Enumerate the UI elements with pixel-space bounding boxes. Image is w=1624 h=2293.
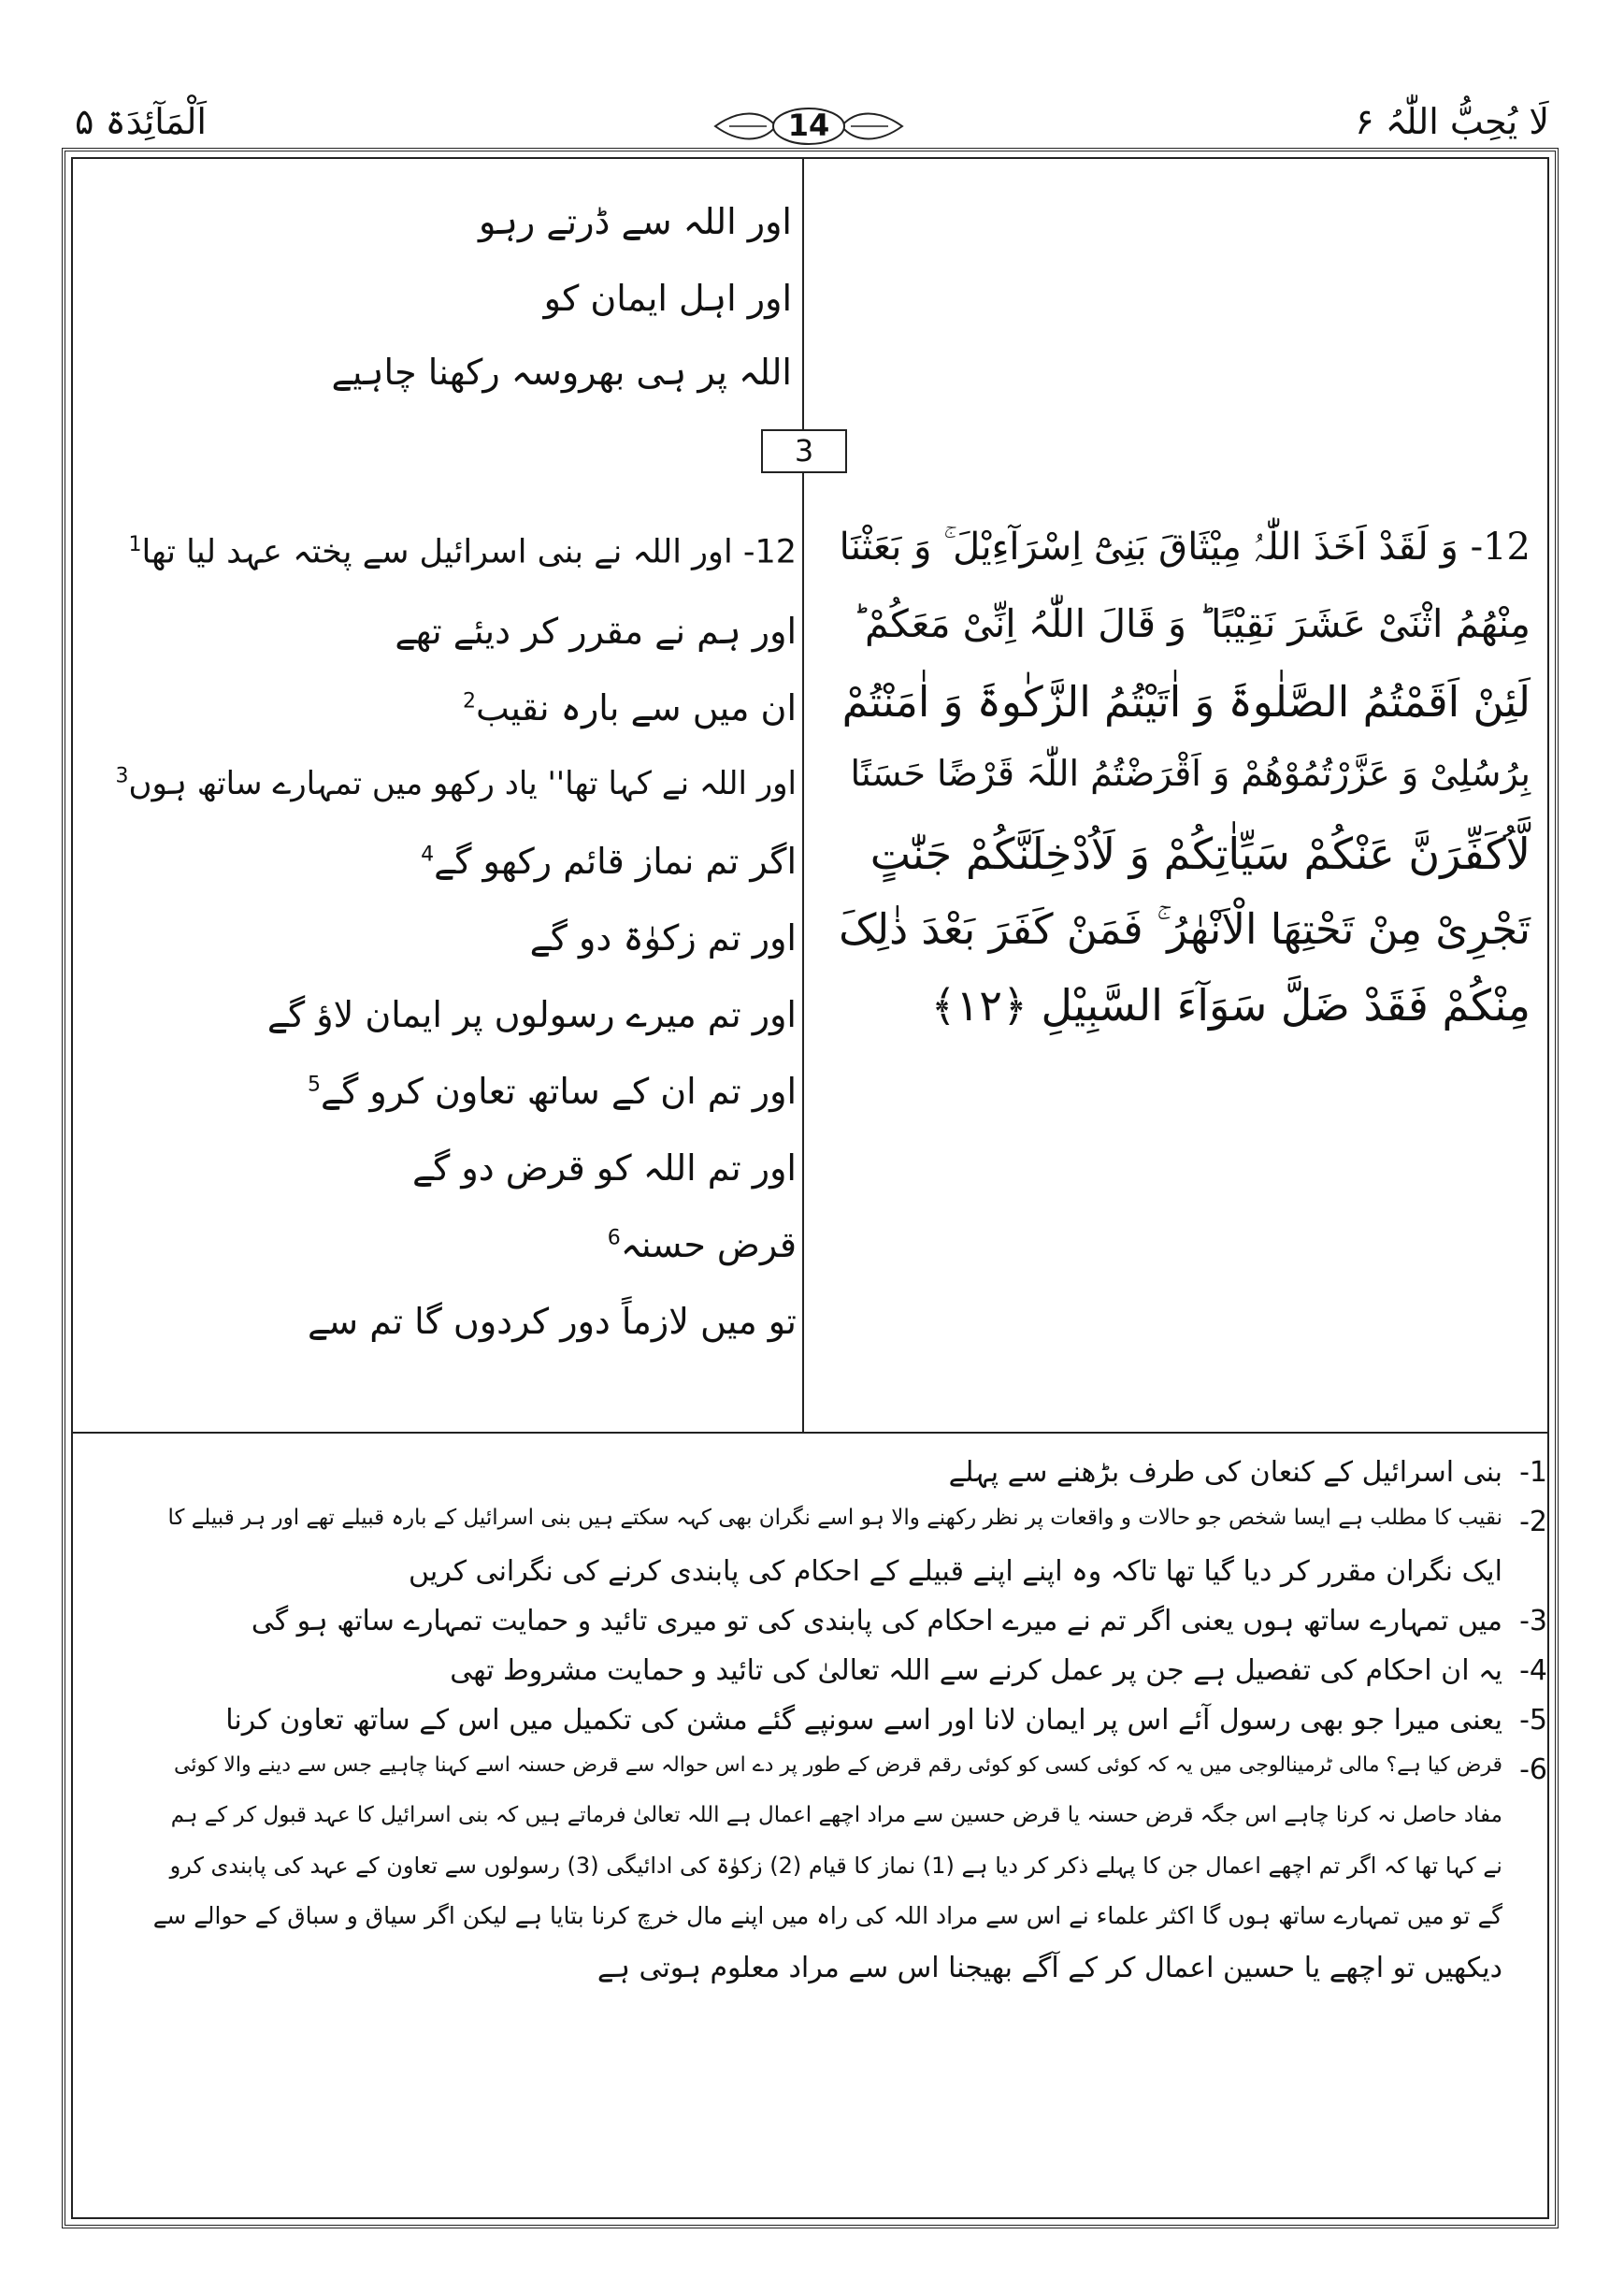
footnote-ref: 4	[421, 843, 435, 867]
translation-line: اور اللہ نے کہا تھا'' یاد رکھو میں تمہارے ساتھ ہوں$^3$	[115, 764, 797, 802]
footnote-number: -1	[1519, 1456, 1547, 1489]
arabic-verse-line: بِرُسُلِیْ وَ عَزَّرْتُمُوْھُمْ وَ اَقْرَضْتُمُ اللّٰہَ قَرْضًا حَسَنًا	[850, 753, 1531, 794]
footnote-ref: 6	[607, 1226, 621, 1250]
translation-line: 12- اور اللہ نے بنی اسرائیل سے پختہ عہد لیا تھا$^1$	[128, 533, 797, 571]
arabic-verse-line: 12- وَ لَقَدْ اَخَذَ اللّٰہُ مِیْثَاقَ بَنِیْٓ اِسْرَآءِیْلَ ۚ وَ بَعَثْنَا	[839, 526, 1531, 569]
footnote-text: گے تو میں تمہارے ساتھ ہوں گا اکثر علماء نے اس سے مراد اللہ کی راہ میں اپنے مال خرچ کرنا بتایا ہے لیکن اگر سیاق و سباق کے حوالے سے	[152, 1902, 1502, 1929]
arabic-verse-line: لَئِنْ اَقَمْتُمُ الصَّلٰوۃَ وَ اٰتَیْتُمُ الزَّکٰوۃَ وَ اٰمَنْتُمْ	[841, 677, 1531, 727]
translation-line: اور تم میرے رسولوں پر ایمان لاؤ گے	[266, 994, 797, 1035]
column-divider-main	[802, 473, 804, 1432]
footnote-text: دیکھیں تو اچھے یا حسین اعمال کر کے آگے بھیجنا اس سے مراد معلوم ہوتی ہے	[596, 1952, 1502, 1984]
footnote-text: قرض کیا ہے؟ مالی ٹرمینالوجی میں یہ کہ کوئی کسی کو کوئی رقم قرض کے طور پر دے اس حوالہ سے قرض حسنہ اسے کہنا چاہیے جس سے دینے والا کوئی	[174, 1753, 1502, 1777]
footnote-text: نقیب کا مطلب ہے ایسا شخص جو حالات و واقعات پر نظر رکھنے والا ہو اسے نگران بھی کہہ سکتے ہیں بنی اسرائیل کے بارہ قبیلے تھے اور ہر قبیلے کا	[167, 1506, 1502, 1530]
header-surah-left: اَلْمَآئِدَۃ ۵	[75, 101, 207, 142]
footnote-number: -4	[1519, 1654, 1547, 1687]
footnote-number: -6	[1519, 1753, 1547, 1786]
translation-line: اور تم زکوٰۃ دو گے	[529, 917, 797, 959]
translation-line: اگر تم نماز قائم رکھو گے$^4$	[421, 841, 797, 882]
section-number-box: 3	[761, 429, 847, 473]
translation-line: اور تم اللہ کو قرض دو گے	[411, 1147, 797, 1189]
top-translation-line: اللہ پر ہی بھروسہ رکھنا چاہیے	[331, 352, 792, 393]
footnote-text: یہ ان احکام کی تفصیل ہے جن پر عمل کرنے سے اللہ تعالیٰ کی تائید و حمایت مشروط تھی	[450, 1654, 1502, 1687]
footnote-divider	[71, 1432, 1549, 1434]
footnote-number: -5	[1519, 1704, 1547, 1737]
top-translation-line: اور اللہ سے ڈرتے رہو	[478, 201, 792, 242]
translation-line: اور تم ان کے ساتھ تعاون کرو گے$^5$	[307, 1071, 797, 1112]
footnote-number: -2	[1519, 1506, 1547, 1538]
footnote-text: مفاد حاصل نہ کرنا چاہے اس جگہ قرض حسنہ یا قرض حسین سے مراد اچھے اعمال ہے اللہ تعالیٰ فرماتے ہیں کہ بنی اسرائیل کا عہد قبول کر کے ہم	[170, 1803, 1502, 1827]
footnote-text: یعنی میرا جو بھی رسول آئے اس پر ایمان لانا اور اسے سونپے گئے مشن کی تکمیل میں اس کے ساتھ تعاون کرنا	[225, 1704, 1502, 1737]
translation-line: تو میں لازماً دور کردوں گا تم سے	[308, 1301, 797, 1342]
footnote-number: -3	[1519, 1605, 1547, 1637]
column-divider-top	[802, 157, 804, 429]
top-translation-line: اور اہل ایمان کو	[543, 278, 792, 319]
arabic-verse-line: مِنْھُمُ اثْنَیْ عَشَرَ نَقِیْبًا ؕ وَ قَالَ اللّٰہُ اِنِّیْ مَعَکُمْ ؕ	[852, 601, 1531, 646]
translation-line: ان میں سے بارہ نقیب$^2$	[463, 687, 797, 728]
translation-line: اور ہم نے مقرر کر دیئے تھے	[395, 611, 797, 652]
footnote-text: ایک نگران مقرر کر دیا گیا تھا تاکہ وہ اپنے اپنے قبیلے کے احکام کی پابندی کرنے کی نگرانی کریں	[409, 1555, 1502, 1588]
footnote-ref: 2	[463, 689, 477, 714]
footnote-ref: 1	[128, 533, 142, 556]
arabic-verse-line: تَجْرِیْ مِنْ تَحْتِھَا الْاَنْھٰرُ ۚ فَمَنْ کَفَرَ بَعْدَ ذٰلِکَ	[839, 904, 1531, 954]
footnote-text: میں تمہارے ساتھ ہوں یعنی اگر تم نے میرے احکام کی پابندی کی تو میری تائید و حمایت تمہارے ساتھ ہو گی	[251, 1605, 1502, 1637]
footnote-text: بنی اسرائیل کے کنعان کی طرف بڑھنے سے پہلے	[948, 1456, 1502, 1489]
footnote-text: نے کہا تھا کہ اگر تم اچھے اعمال جن کا پہلے ذکر کر دیا ہے (1) نماز کا قیام (2) زکوٰۃ کی ادائیگی (3) رسولوں سے تعاون کے عہد کی پابندی کرو	[169, 1853, 1502, 1879]
translation-line: قرض حسنہ$^6$	[607, 1224, 797, 1265]
header-surah-right: لَا یُحِبُّ اللّٰہُ ۶	[1355, 101, 1549, 142]
footnote-ref: 3	[115, 764, 129, 788]
page-number: 14	[787, 108, 830, 143]
arabic-verse-line: لَّاُکَفِّرَنَّ عَنْکُمْ سَیِّاٰتِکُمْ وَ لَاُدْخِلَنَّکُمْ جَنّٰتٍ	[869, 829, 1531, 879]
footnote-ref: 5	[307, 1073, 321, 1097]
arabic-verse-line: مِنْکُمْ فَقَدْ ضَلَّ سَوَآءَ السَّبِیْلِ ﴿۱۲﴾	[930, 980, 1531, 1031]
